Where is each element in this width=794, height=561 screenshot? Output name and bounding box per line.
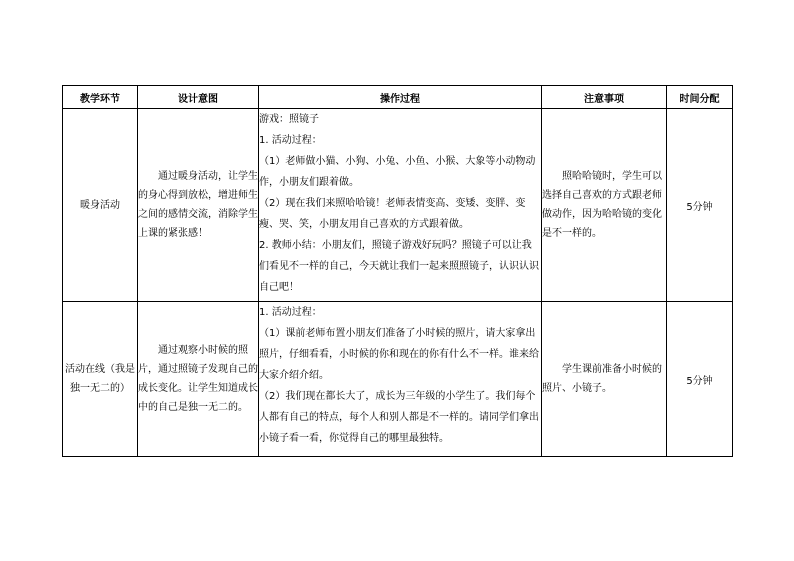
table-header-row (63, 86, 733, 109)
time-cell: 5分钟 (667, 302, 733, 457)
intent-cell: 通过观察小时候的照片，通过照镜子发现自己的成长变化。让学生知道成长中的自己是独一无二的。 (138, 302, 259, 457)
lesson-plan-table (62, 85, 733, 457)
intent-cell: 通过暖身活动，让学生的身心得到放松，增进师生之间的感情交流，消除学生上课的紧张感！ (138, 109, 259, 302)
process-line: （2）现在我们来照哈哈镜！老师表情变高、变矮、变胖、变瘦、哭、笑，小朋友用自己喜欢的方式跟着做。 (259, 198, 526, 230)
stage-cell: 活动在线（我是独一无二的） (63, 302, 138, 457)
stage-cell: 暖身活动 (63, 109, 138, 302)
process-line: 2. 教师小结：小朋友们，照镜子游戏好玩吗？照镜子可以让我们看见不一样的自己，今天就让我们一起来照照镜子，认识认识自己吧！ (259, 240, 539, 293)
notes-cell: 学生课前准备小时候的照片、小镜子。 (542, 302, 667, 457)
header-stage: 教学环节 (63, 86, 138, 109)
process-cell (259, 109, 542, 302)
header-intent: 设计意图 (138, 86, 259, 109)
notes-cell: 照哈哈镜时，学生可以选择自己喜欢的方式跟老师做动作，因为哈哈镜的变化是不一样的。 (542, 109, 667, 302)
process-line: （2）我们现在都长大了，成长为三年级的小学生了。我们每个人都有自己的特点，每个人和别人都是不一样的。请同学们拿出小镜子看一看，你觉得自己的哪里最独特。 (259, 391, 539, 444)
table-row (63, 109, 733, 302)
process-line: （1）老师做小猫、小狗、小兔、小鱼、小猴、大象等小动物动作，小朋友们跟着做。 (259, 156, 536, 188)
process-line: （1）课前老师布置小朋友们准备了小时候的照片，请大家拿出照片，仔细看看，小时候的你和现在的你有什么不一样。谁来给大家介绍介绍。 (259, 328, 539, 381)
process-cell (259, 302, 542, 457)
process-line: 1. 活动过程： (259, 135, 322, 146)
header-time: 时间分配 (667, 86, 733, 109)
time-cell: 5分钟 (667, 109, 733, 302)
header-notes: 注意事项 (542, 86, 667, 109)
process-line: 1. 活动过程： (259, 307, 322, 318)
process-line: 游戏：照镜子 (259, 114, 319, 125)
table-row (63, 302, 733, 457)
header-process: 操作过程 (259, 86, 542, 109)
